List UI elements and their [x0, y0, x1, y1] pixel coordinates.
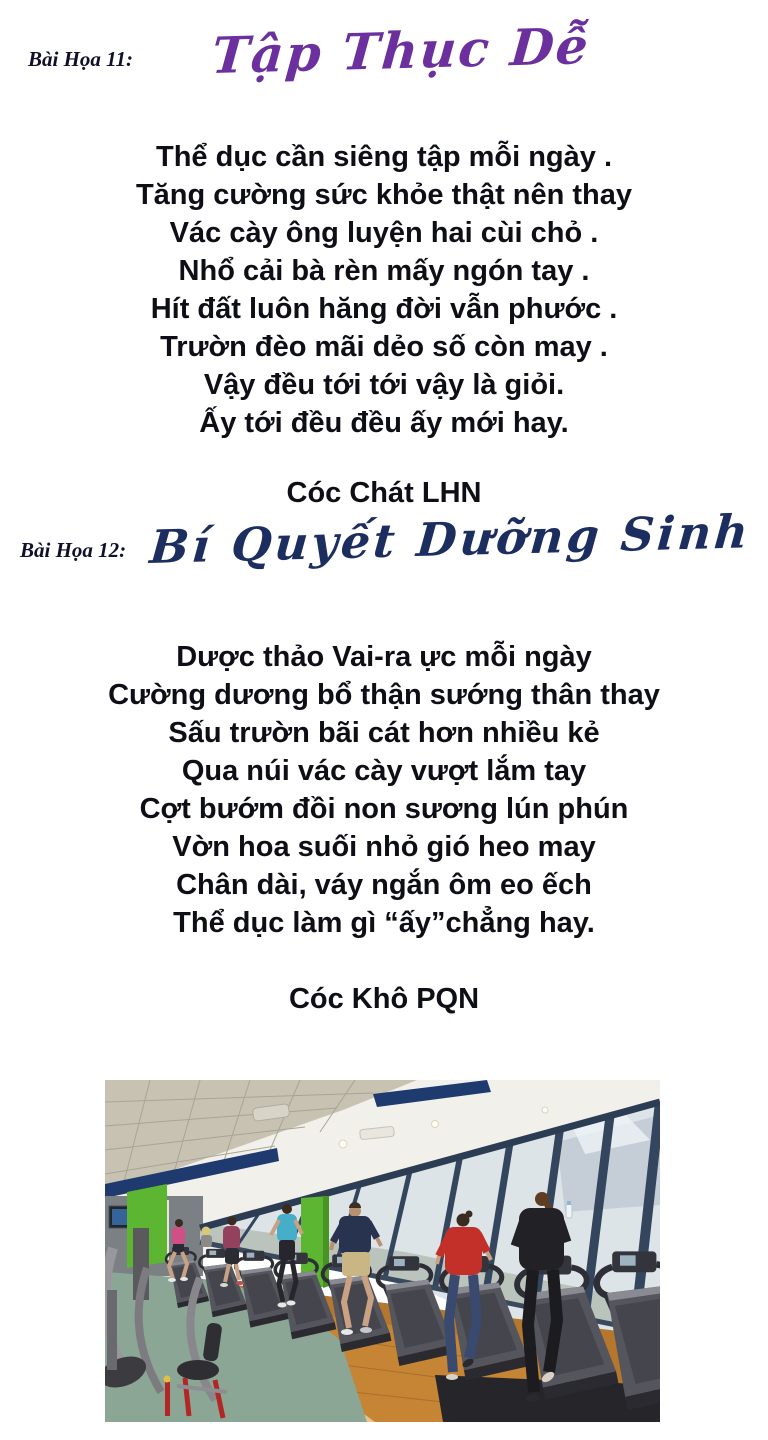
gym-treadmills-photo	[105, 1080, 660, 1422]
poem-line: Hít đất luôn hăng đời vẫn phước .	[150, 293, 618, 325]
poem-line: Dược thảo Vai-ra ực mỗi ngày	[176, 641, 592, 673]
poem-line: Vờn hoa suối nhỏ gió heo may	[172, 831, 596, 863]
poem2-title: Bí Quyết Dưỡng Sinh	[147, 504, 753, 574]
section2-label: Bài Họa 12:	[20, 538, 127, 562]
poem2-text	[0, 638, 768, 942]
poem1-author: Cóc Chát LHN	[286, 477, 482, 509]
poem-line: Qua núi vác cày vượt lắm tay	[181, 755, 587, 787]
poem-line: Vậy đều tới tới vậy là giỏi.	[203, 369, 565, 401]
poem-line: Thể dục cần siêng tập mỗi ngày .	[155, 141, 613, 173]
poem-line: Ấy tới đều đều ấy mới hay.	[199, 407, 569, 439]
poem-line: Nhổ cải bà rèn mấy ngón tay .	[178, 255, 590, 287]
poem-line: Chân dài, váy ngắn ôm eo ếch	[176, 869, 592, 901]
poem-line: Tăng cường sức khỏe thật nên thay	[135, 179, 633, 211]
poem-line: Sấu trườn bãi cát hơn nhiều kẻ	[168, 717, 600, 749]
poem1-text	[0, 138, 768, 442]
poem-line: Thể dục làm gì “ấy”chẳng hay.	[173, 907, 595, 939]
poem2-author: Cóc Khô PQN	[288, 983, 480, 1015]
poem1-title: Tập Thục Dễ	[209, 16, 593, 85]
poem-line: Cợt bướm đồi non sương lún phún	[139, 793, 629, 825]
poem-line: Vác cày ông luyện hai cùi chỏ .	[169, 217, 599, 249]
poem-line: Cường dương bổ thận sướng thân thay	[108, 679, 660, 711]
section1-label: Bài Họa 11:	[28, 47, 134, 71]
poem-line: Trườn đèo mãi dẻo số còn may .	[160, 331, 608, 363]
